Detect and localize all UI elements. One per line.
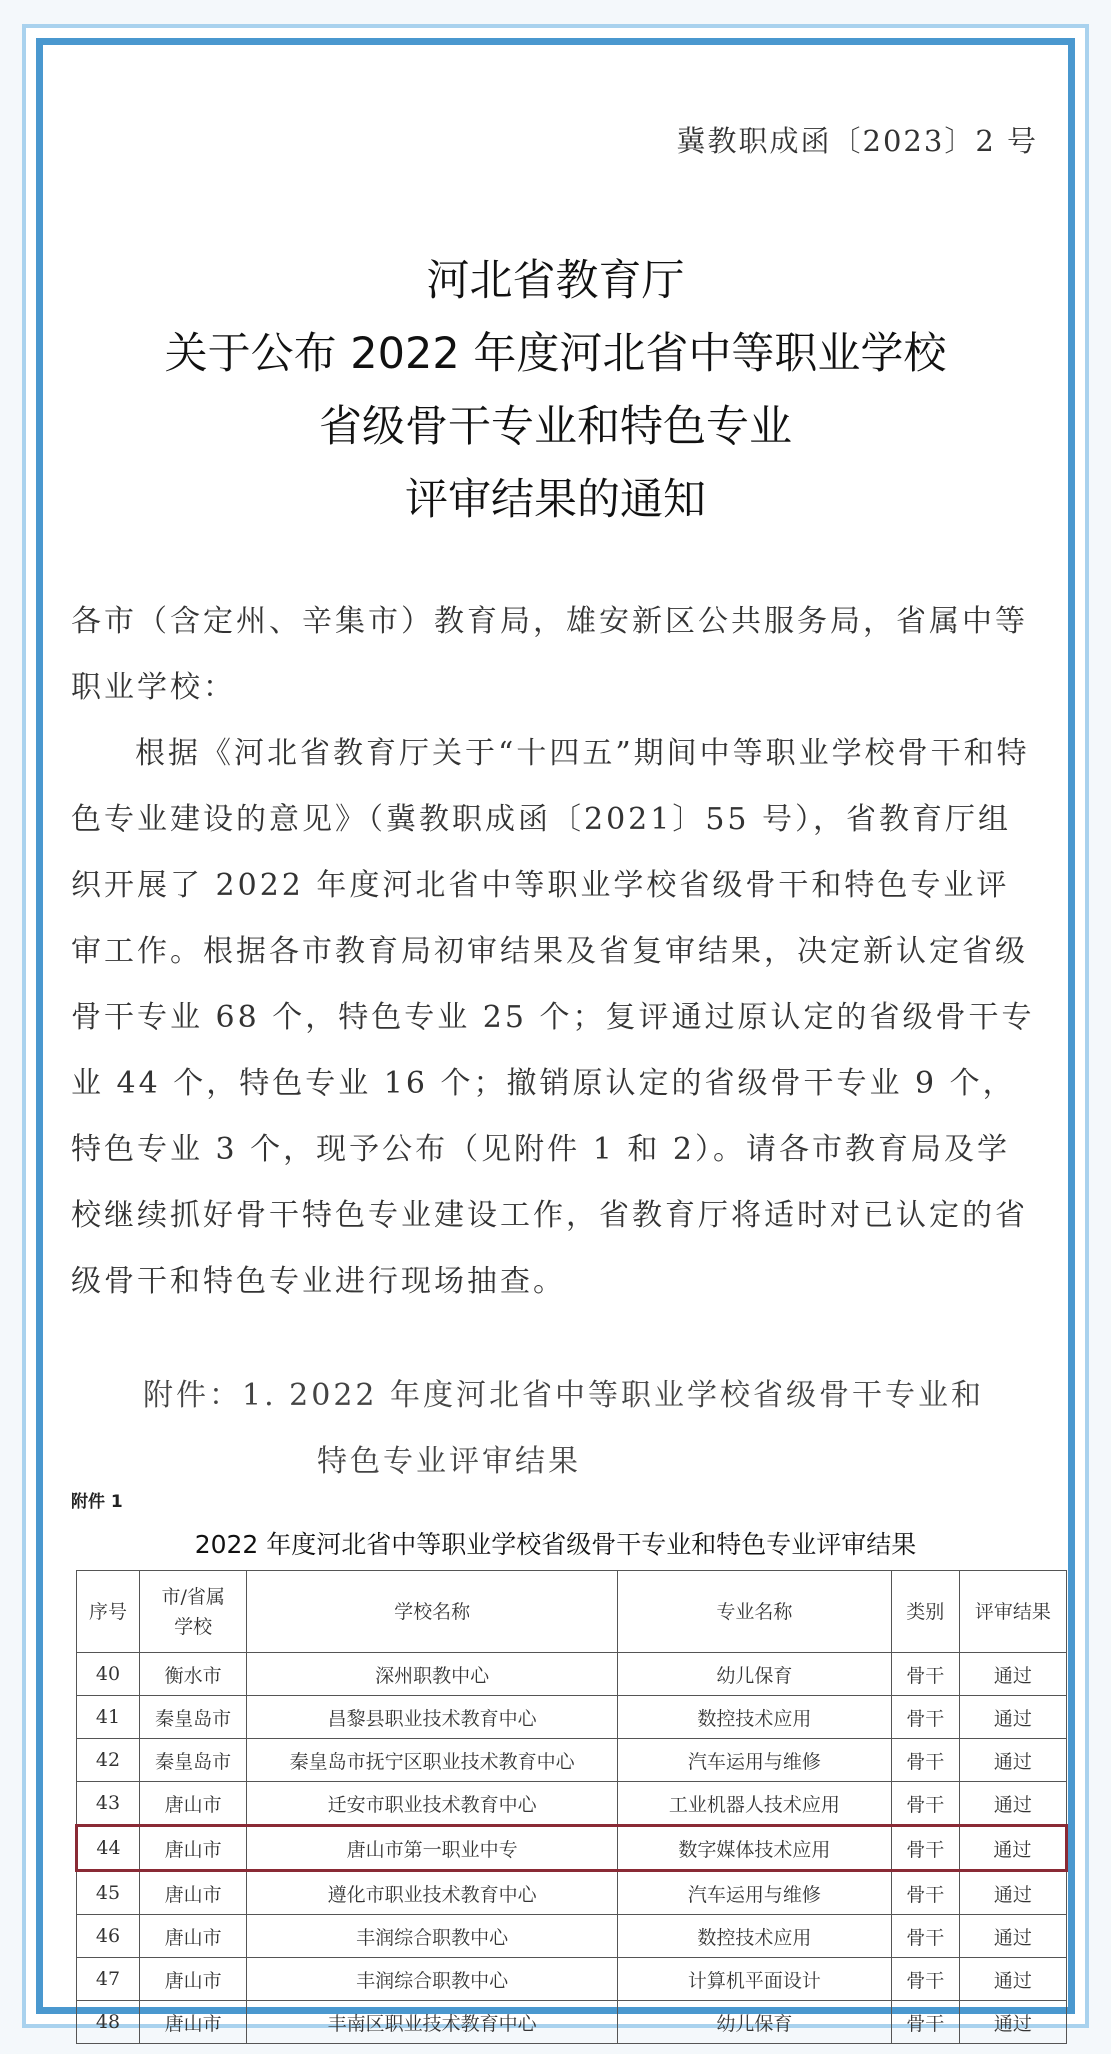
title-line: 河北省教育厅 — [426, 256, 685, 306]
header-city — [140, 1571, 247, 1653]
title-line: 省级骨干专业和特色专业 — [319, 402, 792, 452]
cell-result: 通过 — [959, 1826, 1066, 1871]
cell-school: 丰润综合职教中心 — [247, 1958, 618, 2001]
cell-school: 深州职教中心 — [247, 1653, 618, 1696]
table-row — [77, 1696, 1067, 1739]
header-result: 评审结果 — [959, 1571, 1066, 1653]
cell-city: 唐山市 — [140, 1871, 247, 1915]
cell-city: 唐山市 — [140, 1915, 247, 1958]
cell-no: 48 — [77, 2001, 140, 2044]
cell-result: 通过 — [959, 2001, 1066, 2044]
document-body — [71, 589, 1042, 1315]
cell-city: 衡水市 — [140, 1653, 247, 1696]
title-line: 评审结果的通知 — [405, 475, 706, 525]
header-city-line: 市/省属 — [161, 1585, 225, 1608]
cell-category: 骨干 — [891, 1958, 959, 2001]
table-row — [77, 2001, 1067, 2044]
table-row — [77, 1871, 1067, 1915]
cell-no: 44 — [77, 1826, 140, 1871]
cell-major: 幼儿保育 — [618, 2001, 892, 2044]
cell-major: 工业机器人技术应用 — [618, 1782, 892, 1826]
results-table — [75, 1570, 1068, 2044]
cell-school: 迁安市职业技术教育中心 — [247, 1782, 618, 1826]
table-row — [77, 1915, 1067, 1958]
cell-result: 通过 — [959, 1958, 1066, 2001]
cell-city: 唐山市 — [140, 2001, 247, 2044]
cell-major: 计算机平面设计 — [618, 1958, 892, 2001]
cell-result: 通过 — [959, 1696, 1066, 1739]
cell-major: 汽车运用与维修 — [618, 1739, 892, 1782]
cell-school: 遵化市职业技术教育中心 — [247, 1871, 618, 1915]
cell-category: 骨干 — [891, 1826, 959, 1871]
table-row — [77, 1958, 1067, 2001]
cell-category: 骨干 — [891, 1915, 959, 1958]
table-row — [77, 1739, 1067, 1782]
cell-major: 数字媒体技术应用 — [618, 1826, 892, 1871]
attachment-line: 特色专业评审结果 — [317, 1444, 581, 1479]
table-title: 2022 年度河北省中等职业学校省级骨干专业和特色专业评审结果 — [194, 1530, 917, 1559]
cell-category: 骨干 — [891, 2001, 959, 2044]
table-row — [77, 1653, 1067, 1696]
cell-result: 通过 — [959, 1915, 1066, 1958]
cell-city: 唐山市 — [140, 1826, 247, 1871]
cell-major: 数控技术应用 — [618, 1696, 892, 1739]
cell-result: 通过 — [959, 1871, 1066, 1915]
attachment-line: 附件：1. 2022 年度河北省中等职业学校省级骨干专业和 — [143, 1378, 985, 1413]
table-header-row — [77, 1571, 1067, 1653]
cell-result: 通过 — [959, 1653, 1066, 1696]
cell-city: 秦皇岛市 — [140, 1696, 247, 1739]
salutation: 各市（含定州、辛集市）教育局，雄安新区公共服务局，省属中等职业学校： — [71, 604, 1028, 705]
cell-no: 43 — [77, 1782, 140, 1826]
header-category: 类别 — [891, 1571, 959, 1653]
cell-category: 骨干 — [891, 1782, 959, 1826]
cell-major: 汽车运用与维修 — [618, 1871, 892, 1915]
document-title — [43, 245, 1068, 537]
cell-school: 唐山市第一职业中专 — [247, 1826, 618, 1871]
cell-no: 47 — [77, 1958, 140, 2001]
cell-category: 骨干 — [891, 1696, 959, 1739]
cell-major: 数控技术应用 — [618, 1915, 892, 1958]
cell-no: 46 — [77, 1915, 140, 1958]
annex-label: 附件 1 — [71, 1492, 123, 1512]
cell-no: 42 — [77, 1739, 140, 1782]
cell-city: 唐山市 — [140, 1782, 247, 1826]
cell-no: 45 — [77, 1871, 140, 1915]
header-no: 序号 — [77, 1571, 140, 1653]
document-page — [36, 38, 1075, 2035]
header-city-line: 学校 — [174, 1615, 213, 1638]
document-reference-number: 冀教职成函〔2023〕2 号 — [676, 124, 1038, 158]
cell-no: 40 — [77, 1653, 140, 1696]
cell-result: 通过 — [959, 1782, 1066, 1826]
attachment-list — [143, 1363, 984, 1495]
table-row — [77, 1826, 1067, 1871]
cell-school: 丰润综合职教中心 — [247, 1915, 618, 1958]
cell-city: 唐山市 — [140, 1958, 247, 2001]
cell-category: 骨干 — [891, 1653, 959, 1696]
header-major: 专业名称 — [618, 1571, 892, 1653]
title-line: 关于公布 2022 年度河北省中等职业学校 — [164, 329, 947, 379]
cell-city: 秦皇岛市 — [140, 1739, 247, 1782]
cell-major: 幼儿保育 — [618, 1653, 892, 1696]
body-paragraph: 根据《河北省教育厅关于“十四五”期间中等职业学校骨干和特色专业建设的意见》（冀教职成函〔2021〕55 号），省教育厅组织开展了 2022 年度河北省中等职业学校省级骨干和特色专业评审工作。根据各市教育局初审结果及省复审结果，决定新认定省级骨干专业 68 个，特色专业 25 个；复评通过原认定的省级骨干专业 44 个，特色专业 16 个；撤销原认定的省级骨干专业 9 个，特色专业 3 个，现予公布（见附件 1 和 2）。请各市教育局及学校继续抓好骨干特色专业建设工作，省教育厅将适时对已认定的省级骨干和特色专业进行现场抽查。 — [71, 736, 1035, 1299]
cell-result: 通过 — [959, 1739, 1066, 1782]
cell-school: 昌黎县职业技术教育中心 — [247, 1696, 618, 1739]
cell-category: 骨干 — [891, 1739, 959, 1782]
document-outer-frame — [22, 24, 1089, 2035]
cell-no: 41 — [77, 1696, 140, 1739]
cell-category: 骨干 — [891, 1871, 959, 1915]
cell-school: 秦皇岛市抚宁区职业技术教育中心 — [247, 1739, 618, 1782]
cell-school: 丰南区职业技术教育中心 — [247, 2001, 618, 2044]
header-school: 学校名称 — [247, 1571, 618, 1653]
table-row — [77, 1782, 1067, 1826]
